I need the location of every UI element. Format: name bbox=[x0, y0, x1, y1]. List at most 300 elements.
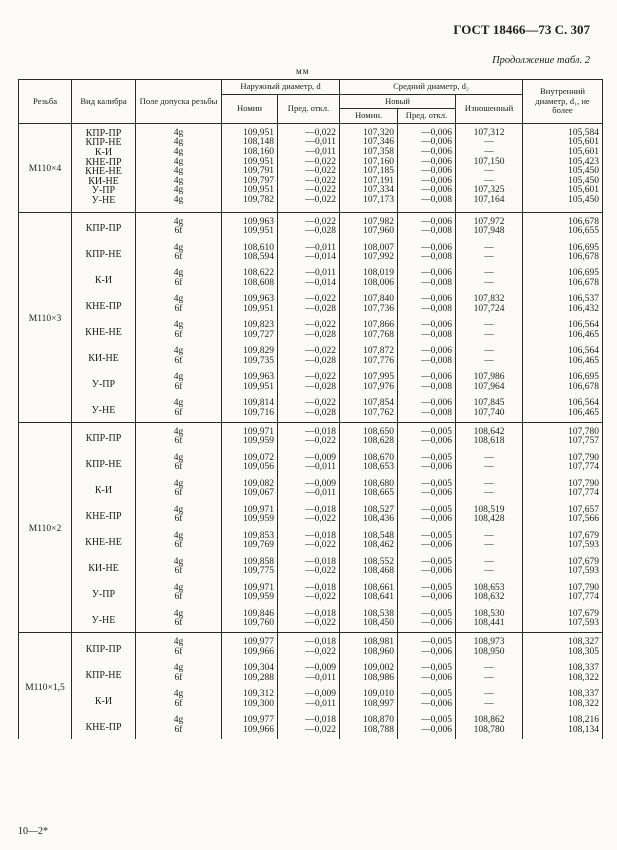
outer-nominal: 109,971 bbox=[222, 580, 278, 593]
mid-nominal: 107,736 bbox=[340, 305, 398, 318]
outer-deviation: —0,018 bbox=[278, 554, 340, 567]
tolerance-field: 6f bbox=[136, 593, 222, 606]
mid-nominal: 108,986 bbox=[340, 674, 398, 687]
mid-worn: 107,948 bbox=[456, 227, 523, 240]
table-row bbox=[19, 123, 603, 138]
tolerance-field: 4g bbox=[136, 138, 222, 148]
mid-worn: 107,832 bbox=[456, 292, 523, 305]
mid-deviation: —0,006 bbox=[398, 541, 456, 554]
mid-nominal: 107,776 bbox=[340, 357, 398, 370]
tolerance-field: 4g bbox=[136, 240, 222, 253]
mid-deviation: —0,006 bbox=[398, 318, 456, 331]
unit-label: мм bbox=[296, 66, 310, 76]
outer-deviation: —0,011 bbox=[278, 674, 340, 687]
mid-deviation: —0,008 bbox=[398, 383, 456, 396]
outer-deviation: —0,022 bbox=[278, 212, 340, 227]
tolerance-field: 4g bbox=[136, 633, 222, 648]
mid-worn: 107,845 bbox=[456, 396, 523, 409]
mid-worn: 107,150 bbox=[456, 158, 523, 168]
table-row bbox=[19, 196, 603, 212]
outer-nominal: 109,814 bbox=[222, 396, 278, 409]
inner-diameter: 106,564 bbox=[523, 396, 603, 409]
mid-worn: — bbox=[456, 148, 523, 158]
mid-nominal: 108,628 bbox=[340, 437, 398, 450]
mid-worn: — bbox=[456, 318, 523, 331]
calibre-type: КПР-ПР bbox=[72, 123, 136, 138]
table-row bbox=[19, 713, 603, 726]
outer-nominal: 109,959 bbox=[222, 437, 278, 450]
tolerance-field: 4g bbox=[136, 148, 222, 158]
outer-deviation: —0,018 bbox=[278, 422, 340, 437]
tolerance-field: 4g bbox=[136, 344, 222, 357]
calibre-type: КПР-НЕ bbox=[72, 450, 136, 476]
mid-nominal: 108,019 bbox=[340, 266, 398, 279]
inner-diameter: 108,337 bbox=[523, 687, 603, 700]
mid-nominal: 108,653 bbox=[340, 463, 398, 476]
table-row bbox=[19, 370, 603, 383]
inner-diameter: 107,657 bbox=[523, 502, 603, 515]
mid-worn: 107,312 bbox=[456, 123, 523, 138]
outer-nominal: 109,951 bbox=[222, 305, 278, 318]
inner-diameter: 105,423 bbox=[523, 158, 603, 168]
inner-diameter: 106,465 bbox=[523, 331, 603, 344]
calibre-type: К-И bbox=[72, 476, 136, 502]
outer-nominal: 109,769 bbox=[222, 541, 278, 554]
tolerance-field: 4g bbox=[136, 186, 222, 196]
head-mid-worn: Изношенный bbox=[456, 94, 523, 123]
mid-deviation: —0,005 bbox=[398, 661, 456, 674]
outer-nominal: 109,963 bbox=[222, 370, 278, 383]
mid-deviation: —0,006 bbox=[398, 489, 456, 502]
tolerance-field: 6f bbox=[136, 541, 222, 554]
outer-nominal: 109,971 bbox=[222, 502, 278, 515]
mid-deviation: —0,005 bbox=[398, 476, 456, 489]
mid-deviation: —0,005 bbox=[398, 450, 456, 463]
inner-diameter: 106,564 bbox=[523, 344, 603, 357]
tolerance-field: 6f bbox=[136, 279, 222, 292]
mid-worn: — bbox=[456, 331, 523, 344]
outer-nominal: 109,966 bbox=[222, 726, 278, 739]
outer-deviation: —0,028 bbox=[278, 227, 340, 240]
mid-nominal: 108,450 bbox=[340, 619, 398, 632]
outer-deviation: —0,009 bbox=[278, 687, 340, 700]
mid-worn: — bbox=[456, 450, 523, 463]
thread-designation: M110×3 bbox=[19, 212, 72, 422]
mid-nominal: 107,762 bbox=[340, 409, 398, 422]
outer-nominal: 109,951 bbox=[222, 123, 278, 138]
outer-nominal: 109,056 bbox=[222, 463, 278, 476]
tolerance-field: 6f bbox=[136, 357, 222, 370]
outer-deviation: —0,022 bbox=[278, 196, 340, 212]
head-tolerance-field: Поле допуска резьбы bbox=[136, 80, 222, 124]
mid-worn: — bbox=[456, 700, 523, 713]
tolerance-field: 6f bbox=[136, 409, 222, 422]
mid-deviation: —0,005 bbox=[398, 713, 456, 726]
mid-nominal: 107,320 bbox=[340, 123, 398, 138]
mid-worn: 108,519 bbox=[456, 502, 523, 515]
calibre-type: КПР-ПР bbox=[72, 633, 136, 661]
inner-diameter: 107,790 bbox=[523, 450, 603, 463]
mid-worn: — bbox=[456, 167, 523, 177]
mid-nominal: 107,995 bbox=[340, 370, 398, 383]
tolerance-field: 6f bbox=[136, 619, 222, 632]
outer-deviation: —0,022 bbox=[278, 593, 340, 606]
calibre-type: К-И bbox=[72, 687, 136, 713]
tolerance-field: 4g bbox=[136, 450, 222, 463]
head-outer-diameter: Наружный диаметр, d bbox=[222, 80, 340, 95]
tolerance-field: 4g bbox=[136, 266, 222, 279]
calibre-type: КПР-НЕ bbox=[72, 240, 136, 266]
mid-nominal: 107,992 bbox=[340, 253, 398, 266]
mid-worn: 108,653 bbox=[456, 580, 523, 593]
mid-worn: — bbox=[456, 357, 523, 370]
mid-nominal: 108,641 bbox=[340, 593, 398, 606]
calibre-type: КПР-ПР bbox=[72, 422, 136, 450]
mid-deviation: —0,006 bbox=[398, 370, 456, 383]
calibre-table bbox=[18, 79, 603, 739]
inner-diameter: 107,757 bbox=[523, 437, 603, 450]
outer-deviation: —0,011 bbox=[278, 489, 340, 502]
outer-nominal: 109,760 bbox=[222, 619, 278, 632]
outer-nominal: 109,966 bbox=[222, 648, 278, 661]
calibre-type: КПР-НЕ bbox=[72, 661, 136, 687]
outer-deviation: —0,022 bbox=[278, 344, 340, 357]
mid-nominal: 108,527 bbox=[340, 502, 398, 515]
tolerance-field: 4g bbox=[136, 606, 222, 619]
tolerance-field: 4g bbox=[136, 580, 222, 593]
calibre-type: КНЕ-НЕ bbox=[72, 318, 136, 344]
mid-deviation: —0,008 bbox=[398, 227, 456, 240]
mid-deviation: —0,006 bbox=[398, 266, 456, 279]
outer-deviation: —0,011 bbox=[278, 700, 340, 713]
inner-diameter: 105,601 bbox=[523, 138, 603, 148]
tolerance-field: 4g bbox=[136, 123, 222, 138]
mid-deviation: —0,006 bbox=[398, 186, 456, 196]
outer-deviation: —0,014 bbox=[278, 253, 340, 266]
tolerance-field: 4g bbox=[136, 476, 222, 489]
outer-deviation: —0,028 bbox=[278, 357, 340, 370]
mid-worn: — bbox=[456, 554, 523, 567]
mid-deviation: —0,006 bbox=[398, 148, 456, 158]
inner-diameter: 108,322 bbox=[523, 700, 603, 713]
mid-deviation: —0,005 bbox=[398, 502, 456, 515]
mid-worn: 107,964 bbox=[456, 383, 523, 396]
outer-deviation: —0,014 bbox=[278, 279, 340, 292]
tolerance-field: 6f bbox=[136, 567, 222, 580]
inner-diameter: 105,601 bbox=[523, 148, 603, 158]
inner-diameter: 107,774 bbox=[523, 489, 603, 502]
outer-deviation: —0,018 bbox=[278, 713, 340, 726]
mid-worn: 107,972 bbox=[456, 212, 523, 227]
mid-deviation: —0,006 bbox=[398, 648, 456, 661]
mid-deviation: —0,006 bbox=[398, 177, 456, 187]
mid-worn: 108,530 bbox=[456, 606, 523, 619]
tolerance-field: 6f bbox=[136, 227, 222, 240]
outer-nominal: 109,977 bbox=[222, 713, 278, 726]
inner-diameter: 107,566 bbox=[523, 515, 603, 528]
inner-diameter: 107,679 bbox=[523, 554, 603, 567]
inner-diameter: 108,337 bbox=[523, 661, 603, 674]
mid-deviation: —0,008 bbox=[398, 253, 456, 266]
calibre-type: У-ПР bbox=[72, 186, 136, 196]
outer-deviation: —0,022 bbox=[278, 726, 340, 739]
tolerance-field: 4g bbox=[136, 687, 222, 700]
tolerance-field: 4g bbox=[136, 212, 222, 227]
tolerance-field: 4g bbox=[136, 318, 222, 331]
outer-nominal: 108,160 bbox=[222, 148, 278, 158]
outer-deviation: —0,009 bbox=[278, 450, 340, 463]
table-row bbox=[19, 661, 603, 674]
mid-worn: — bbox=[456, 541, 523, 554]
mid-worn: — bbox=[456, 674, 523, 687]
outer-deviation: —0,018 bbox=[278, 502, 340, 515]
inner-diameter: 106,537 bbox=[523, 292, 603, 305]
mid-deviation: —0,008 bbox=[398, 196, 456, 212]
mid-nominal: 108,788 bbox=[340, 726, 398, 739]
calibre-type: КНЕ-НЕ bbox=[72, 528, 136, 554]
page-header: ГОСТ 18466—73 С. 307 bbox=[453, 22, 590, 37]
mid-worn: — bbox=[456, 344, 523, 357]
mid-deviation: —0,006 bbox=[398, 396, 456, 409]
outer-nominal: 109,858 bbox=[222, 554, 278, 567]
outer-nominal: 109,846 bbox=[222, 606, 278, 619]
mid-deviation: —0,008 bbox=[398, 305, 456, 318]
outer-deviation: —0,009 bbox=[278, 476, 340, 489]
mid-worn: — bbox=[456, 138, 523, 148]
inner-diameter: 107,593 bbox=[523, 619, 603, 632]
mid-deviation: —0,005 bbox=[398, 554, 456, 567]
inner-diameter: 106,432 bbox=[523, 305, 603, 318]
inner-diameter: 108,327 bbox=[523, 633, 603, 648]
calibre-type: КНЕ-ПР bbox=[72, 713, 136, 739]
outer-nominal: 109,775 bbox=[222, 567, 278, 580]
head-inner-diameter: Внутренний диаметр, d₁, не более bbox=[523, 80, 603, 124]
inner-diameter: 107,780 bbox=[523, 422, 603, 437]
table-row bbox=[19, 396, 603, 409]
head-calibre-type: Вид калибра bbox=[72, 80, 136, 124]
outer-deviation: —0,018 bbox=[278, 580, 340, 593]
mid-nominal: 108,538 bbox=[340, 606, 398, 619]
outer-deviation: —0,022 bbox=[278, 167, 340, 177]
outer-nominal: 109,977 bbox=[222, 633, 278, 648]
mid-nominal: 107,982 bbox=[340, 212, 398, 227]
table-row bbox=[19, 212, 603, 227]
head-mid-new: Новый bbox=[340, 94, 456, 109]
mid-nominal: 108,981 bbox=[340, 633, 398, 648]
table-continuation-note: Продолжение табл. 2 bbox=[492, 55, 590, 66]
outer-nominal: 109,963 bbox=[222, 292, 278, 305]
outer-deviation: —0,022 bbox=[278, 158, 340, 168]
mid-nominal: 108,462 bbox=[340, 541, 398, 554]
mid-deviation: —0,006 bbox=[398, 167, 456, 177]
outer-nominal: 109,782 bbox=[222, 196, 278, 212]
inner-diameter: 106,655 bbox=[523, 227, 603, 240]
inner-diameter: 106,678 bbox=[523, 212, 603, 227]
outer-nominal: 109,951 bbox=[222, 383, 278, 396]
outer-nominal: 108,594 bbox=[222, 253, 278, 266]
outer-nominal: 109,791 bbox=[222, 167, 278, 177]
mid-worn: 108,950 bbox=[456, 648, 523, 661]
outer-deviation: —0,022 bbox=[278, 370, 340, 383]
mid-nominal: 109,002 bbox=[340, 661, 398, 674]
calibre-type: У-ПР bbox=[72, 580, 136, 606]
outer-nominal: 109,312 bbox=[222, 687, 278, 700]
inner-diameter: 105,601 bbox=[523, 186, 603, 196]
inner-diameter: 106,564 bbox=[523, 318, 603, 331]
mid-nominal: 107,854 bbox=[340, 396, 398, 409]
mid-worn: — bbox=[456, 476, 523, 489]
mid-nominal: 107,334 bbox=[340, 186, 398, 196]
calibre-type: КИ-НЕ bbox=[72, 177, 136, 187]
mid-nominal: 107,768 bbox=[340, 331, 398, 344]
head-mid-diameter: Средний диаметр, d₂ bbox=[340, 80, 523, 95]
mid-worn: — bbox=[456, 567, 523, 580]
inner-diameter: 105,450 bbox=[523, 167, 603, 177]
page-footer-mark: 10—2* bbox=[18, 826, 48, 837]
mid-nominal: 108,007 bbox=[340, 240, 398, 253]
mid-deviation: —0,006 bbox=[398, 138, 456, 148]
mid-nominal: 107,160 bbox=[340, 158, 398, 168]
outer-nominal: 109,959 bbox=[222, 515, 278, 528]
mid-deviation: —0,008 bbox=[398, 331, 456, 344]
outer-deviation: —0,028 bbox=[278, 305, 340, 318]
inner-diameter: 106,678 bbox=[523, 253, 603, 266]
outer-nominal: 109,727 bbox=[222, 331, 278, 344]
mid-worn: — bbox=[456, 489, 523, 502]
outer-deviation: —0,022 bbox=[278, 541, 340, 554]
outer-deviation: —0,011 bbox=[278, 463, 340, 476]
mid-nominal: 107,976 bbox=[340, 383, 398, 396]
calibre-type: У-НЕ bbox=[72, 606, 136, 632]
mid-nominal: 107,840 bbox=[340, 292, 398, 305]
tolerance-field: 6f bbox=[136, 383, 222, 396]
tolerance-field: 6f bbox=[136, 648, 222, 661]
outer-nominal: 109,971 bbox=[222, 422, 278, 437]
outer-deviation: —0,022 bbox=[278, 318, 340, 331]
calibre-type: КПР-ПР bbox=[72, 212, 136, 240]
inner-diameter: 107,790 bbox=[523, 476, 603, 489]
mid-nominal: 107,191 bbox=[340, 177, 398, 187]
outer-deviation: —0,022 bbox=[278, 648, 340, 661]
mid-worn: — bbox=[456, 463, 523, 476]
mid-deviation: —0,006 bbox=[398, 515, 456, 528]
inner-diameter: 107,593 bbox=[523, 541, 603, 554]
mid-nominal: 108,680 bbox=[340, 476, 398, 489]
table-head bbox=[19, 80, 603, 124]
mid-worn: 108,632 bbox=[456, 593, 523, 606]
inner-diameter: 107,593 bbox=[523, 567, 603, 580]
mid-deviation: —0,006 bbox=[398, 619, 456, 632]
outer-deviation: —0,009 bbox=[278, 661, 340, 674]
mid-deviation: —0,006 bbox=[398, 463, 456, 476]
mid-worn: — bbox=[456, 177, 523, 187]
outer-nominal: 109,716 bbox=[222, 409, 278, 422]
mid-nominal: 108,670 bbox=[340, 450, 398, 463]
head-outer-deviation: Пред. откл. bbox=[278, 94, 340, 123]
tolerance-field: 6f bbox=[136, 253, 222, 266]
thread-designation: M110×4 bbox=[19, 123, 72, 212]
mid-deviation: —0,005 bbox=[398, 422, 456, 437]
inner-diameter: 106,678 bbox=[523, 279, 603, 292]
mid-deviation: —0,006 bbox=[398, 567, 456, 580]
mid-worn: — bbox=[456, 266, 523, 279]
tolerance-field: 4g bbox=[136, 158, 222, 168]
mid-worn: 108,642 bbox=[456, 422, 523, 437]
outer-nominal: 109,735 bbox=[222, 357, 278, 370]
tolerance-field: 4g bbox=[136, 502, 222, 515]
mid-nominal: 108,552 bbox=[340, 554, 398, 567]
tolerance-field: 4g bbox=[136, 422, 222, 437]
mid-deviation: —0,006 bbox=[398, 700, 456, 713]
tolerance-field: 6f bbox=[136, 463, 222, 476]
inner-diameter: 108,216 bbox=[523, 713, 603, 726]
mid-nominal: 107,960 bbox=[340, 227, 398, 240]
tolerance-field: 6f bbox=[136, 489, 222, 502]
outer-deviation: —0,028 bbox=[278, 409, 340, 422]
calibre-type: К-И bbox=[72, 148, 136, 158]
inner-diameter: 107,774 bbox=[523, 463, 603, 476]
mid-worn: 108,973 bbox=[456, 633, 523, 648]
inner-diameter: 108,305 bbox=[523, 648, 603, 661]
outer-deviation: —0,022 bbox=[278, 177, 340, 187]
head-mid-nominal: Номин. bbox=[340, 109, 398, 124]
mid-deviation: —0,006 bbox=[398, 674, 456, 687]
mid-nominal: 107,872 bbox=[340, 344, 398, 357]
tolerance-field: 4g bbox=[136, 661, 222, 674]
mid-deviation: —0,005 bbox=[398, 687, 456, 700]
calibre-type: У-ПР bbox=[72, 370, 136, 396]
mid-nominal: 108,006 bbox=[340, 279, 398, 292]
outer-deviation: —0,022 bbox=[278, 123, 340, 138]
outer-deviation: —0,022 bbox=[278, 515, 340, 528]
outer-nominal: 109,959 bbox=[222, 593, 278, 606]
mid-worn: — bbox=[456, 687, 523, 700]
table-row bbox=[19, 687, 603, 700]
calibre-type: КНЕ-НЕ bbox=[72, 167, 136, 177]
outer-nominal: 109,963 bbox=[222, 212, 278, 227]
outer-nominal: 109,797 bbox=[222, 177, 278, 187]
tolerance-field: 6f bbox=[136, 726, 222, 739]
outer-deviation: —0,028 bbox=[278, 331, 340, 344]
table-row bbox=[19, 422, 603, 437]
mid-deviation: —0,008 bbox=[398, 357, 456, 370]
mid-worn: 107,325 bbox=[456, 186, 523, 196]
tolerance-field: 4g bbox=[136, 167, 222, 177]
mid-nominal: 108,997 bbox=[340, 700, 398, 713]
mid-worn: 108,618 bbox=[456, 437, 523, 450]
mid-worn: 107,724 bbox=[456, 305, 523, 318]
mid-deviation: —0,005 bbox=[398, 606, 456, 619]
mid-nominal: 107,346 bbox=[340, 138, 398, 148]
outer-deviation: —0,018 bbox=[278, 528, 340, 541]
mid-deviation: —0,006 bbox=[398, 593, 456, 606]
mid-deviation: —0,005 bbox=[398, 580, 456, 593]
outer-deviation: —0,018 bbox=[278, 633, 340, 648]
mid-nominal: 108,661 bbox=[340, 580, 398, 593]
mid-nominal: 107,866 bbox=[340, 318, 398, 331]
tolerance-field: 6f bbox=[136, 331, 222, 344]
table-body bbox=[19, 123, 603, 738]
outer-nominal: 109,951 bbox=[222, 186, 278, 196]
mid-nominal: 108,468 bbox=[340, 567, 398, 580]
inner-diameter: 105,584 bbox=[523, 123, 603, 138]
calibre-type: КНЕ-ПР bbox=[72, 502, 136, 528]
calibre-type: К-И bbox=[72, 266, 136, 292]
inner-diameter: 106,695 bbox=[523, 240, 603, 253]
outer-nominal: 109,072 bbox=[222, 450, 278, 463]
tolerance-field: 4g bbox=[136, 370, 222, 383]
inner-diameter: 107,774 bbox=[523, 593, 603, 606]
